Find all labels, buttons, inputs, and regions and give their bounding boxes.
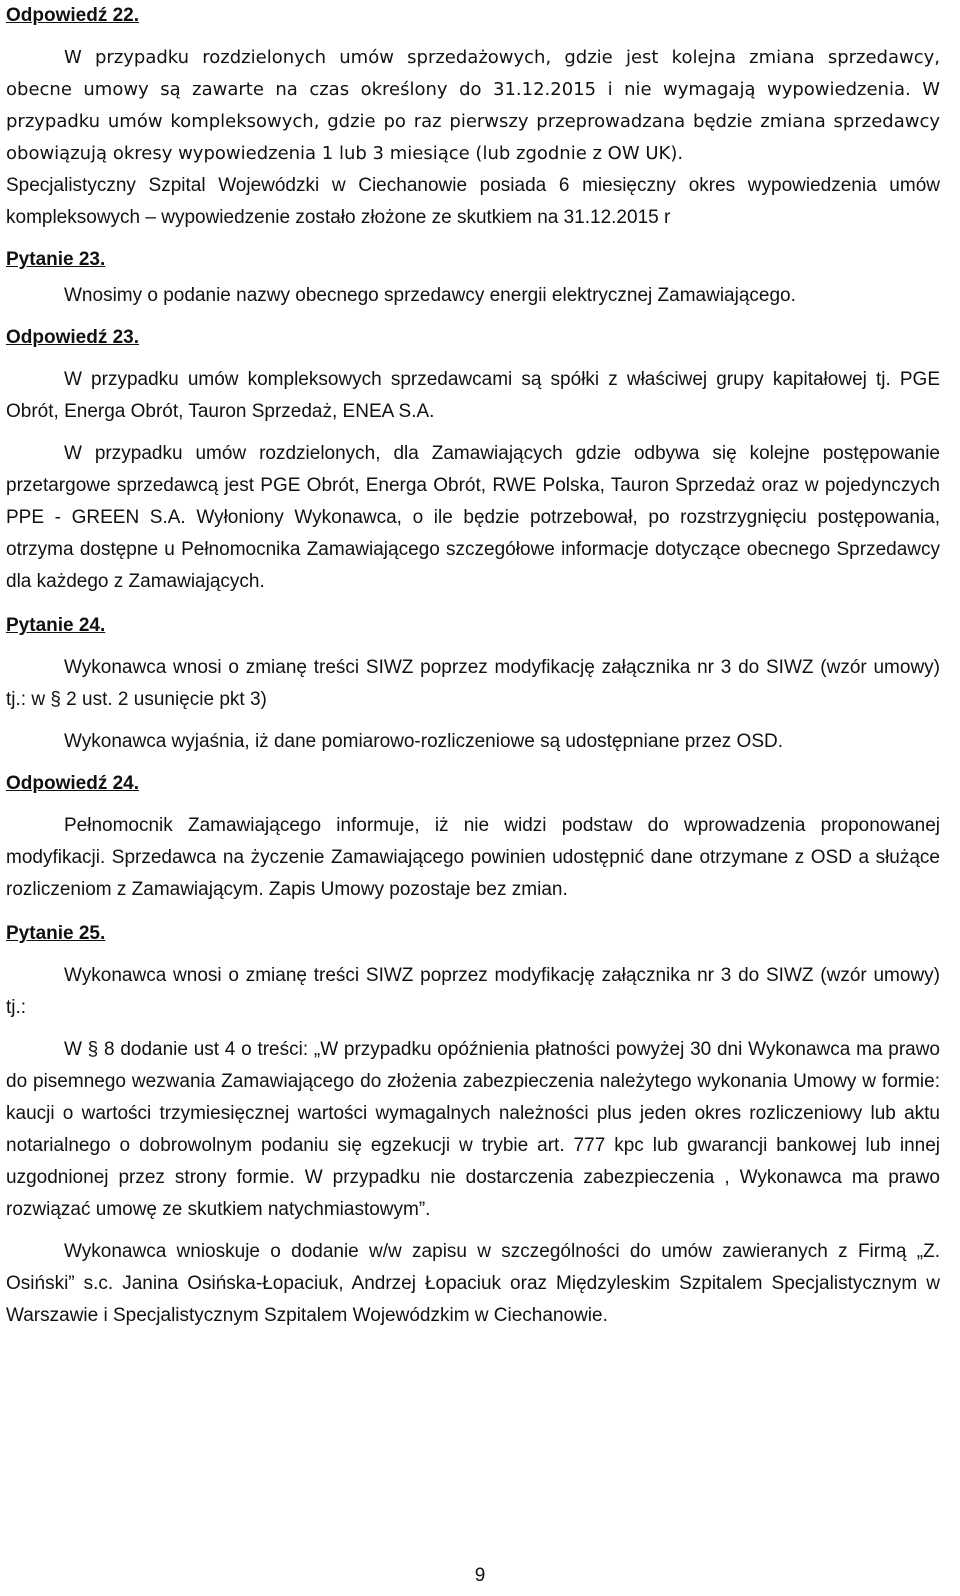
answer-22-paragraph-1: W przypadku rozdzielonych umów sprzedażowych, gdzie jest kolejna zmiana sprzedawcy, obecne umowy są zawarte na czas określony do 31.12.2015 i nie wymagają wypowiedzenia. W przypadku umów kompleksowych, gdzie po raz pierwszy przeprowadzana będzie zmiana sprzedawcy obowiązują okresy wypowiedzenia 1 lub 3 miesiące (lub zgodnie z OW UK).: [6, 47, 940, 164]
answer-22-paragraph-2: Specjalistyczny Szpital Wojewódzki w Ciechanowie posiada 6 miesięczny okres wypowiedzenia umów kompleksowych – wypowiedzenie zostało złożone ze skutkiem na 31.12.2015 r: [6, 175, 940, 228]
answer-22-heading: Odpowiedź 22.: [6, 5, 140, 26]
question-23-heading: Pytanie 23.: [6, 249, 106, 270]
answer-23-paragraph-2: W przypadku umów rozdzielonych, dla Zamawiających gdzie odbywa się kolejne postępowanie przetargowe sprzedawcą jest PGE Obrót, Energa Obrót, RWE Polska, Tauron Sprzedaż oraz w pojedynczych PPE - GREEN S.A. Wyłoniony Wykonawca, o ile będzie potrzebował, po rozstrzygnięciu postępowania, otrzyma dostępne u Pełnomocnika Zamawiającego szczegółowe informacje dotyczące obecnego Sprzedawcy dla każdego z Zamawiających.: [6, 443, 940, 592]
question-24-heading: Pytanie 24.: [6, 615, 106, 636]
question-23-text: Wnosimy o podanie nazwy obecnego sprzedawcy energii elektrycznej Zamawiającego.: [64, 285, 796, 306]
question-25-paragraph-1: Wykonawca wnosi o zmianę treści SIWZ poprzez modyfikację załącznika nr 3 do SIWZ (wzór umowy) tj.:: [6, 965, 940, 1018]
answer-24-heading: Odpowiedź 24.: [6, 773, 140, 794]
question-25-paragraph-2: W § 8 dodanie ust 4 o treści: „W przypadku opóźnienia płatności powyżej 30 dni Wykonawca ma prawo do pisemnego wezwania Zamawiającego do złożenia zabezpieczenia należytego wykonania Umowy w formie: kaucji o wartości trzymiesięcznej wartości wymagalnych należności plus jeden okres rozliczeniowy lub aktu notarialnego o dobrowolnym podaniu się egzekucji w trybie art. 777 kpc lub gwarancji bankowej lub innej uzgodnionej przez strony formie. W przypadku nie dostarczenia zabezpieczenia , Wykonawca ma prawo rozwiązać umowę ze skutkiem natychmiastowym”.: [6, 1039, 940, 1220]
answer-24-paragraph-1: Pełnomocnik Zamawiającego informuje, iż nie widzi podstaw do wprowadzenia proponowanej modyfikacji. Sprzedawca na życzenie Zamawiającego powinien udostępnić dane otrzymane z OSD a służące rozliczeniom z Zamawiającym. Zapis Umowy pozostaje bez zmian.: [6, 815, 940, 900]
answer-23-paragraph-1: W przypadku umów kompleksowych sprzedawcami są spółki z właściwej grupy kapitałowej tj. PGE Obrót, Energa Obrót, Tauron Sprzedaż, ENEA S.A.: [6, 369, 940, 422]
question-24-paragraph-1: Wykonawca wnosi o zmianę treści SIWZ poprzez modyfikację załącznika nr 3 do SIWZ (wzór umowy) tj.: w § 2 ust. 2 usunięcie pkt 3): [6, 657, 940, 710]
answer-23-heading: Odpowiedź 23.: [6, 327, 140, 348]
page-number: 9: [474, 1565, 486, 1586]
question-25-paragraph-3: Wykonawca wnioskuje o dodanie w/w zapisu w szczególności do umów zawieranych z Firmą „Z. Osiński” s.c. Janina Osińska-Łopaciuk, Andrzej Łopaciuk oraz Międzyleskim Szpitalem Specjalistycznym w Warszawie i Specjalistycznym Szpitalem Wojewódzkim w Ciechanowie.: [6, 1241, 940, 1326]
document-page: [6, 0, 940, 1332]
question-25-heading: Pytanie 25.: [6, 923, 106, 944]
question-24-paragraph-2: Wykonawca wyjaśnia, iż dane pomiarowo-rozliczeniowe są udostępniane przez OSD.: [64, 731, 784, 752]
